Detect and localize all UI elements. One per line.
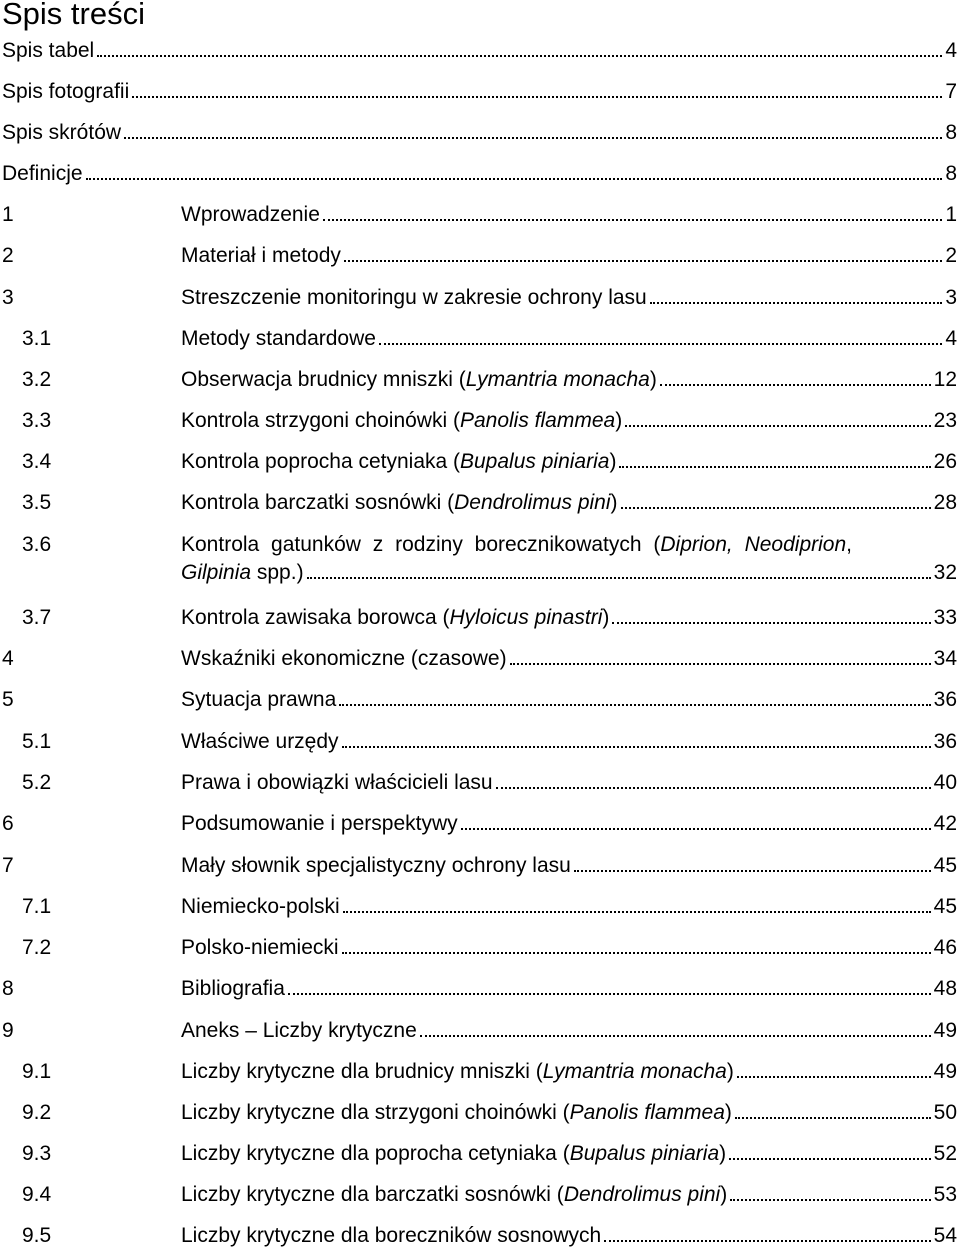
toc-entry-title-italic: Hyloicus pinastri [449,606,603,629]
toc-entry-title [181,730,339,754]
toc-entry[interactable] [2,812,957,836]
toc-entry-number: 1 [2,203,14,226]
toc-entry-title [181,561,304,585]
toc-page-number: 40 [933,771,957,794]
toc-entry[interactable] [2,327,957,351]
toc-entry-line [181,491,957,515]
toc-entry-title-part: spp.) [251,561,304,584]
toc-entry-number: 9 [2,1019,14,1042]
toc-entry-line [181,203,957,227]
toc-entry-line [181,1142,957,1166]
toc-page-number: 45 [933,895,957,918]
toc-entry-line [2,39,957,63]
toc-entry[interactable] [2,854,957,878]
toc-entry-line [181,561,957,585]
toc-entry-title [181,688,336,712]
toc-page-number: 4 [945,39,957,62]
toc-entry-line [181,936,957,960]
toc-dot-leader [729,1157,931,1160]
toc-entry-line [2,121,957,145]
toc-entry-number: 9.1 [22,1060,52,1083]
toc-entry-title-part: Streszczenie monitoringu w zakresie ochrony lasu [181,286,647,309]
toc-page-number: 49 [933,1060,957,1083]
toc-entry-title: Spis fotografii [2,80,130,103]
toc-page-number: 4 [945,327,957,350]
toc-entry-title-part: ) [726,1060,734,1083]
toc-entry-title-part: , [846,533,852,556]
toc-entry-number: 2 [2,244,14,267]
toc-entry-title-part: Polsko-niemiecki [181,936,339,959]
toc-dot-leader [660,383,931,386]
toc-dot-leader [737,1075,931,1078]
toc-entry-title-part: Aneks – Liczby krytyczne [181,1019,417,1042]
toc-dot-leader [342,745,931,748]
toc-entry[interactable] [2,1224,957,1248]
toc-entry-number: 9.2 [22,1101,52,1124]
toc-entry-title-italic: Diprion, Neodiprion [660,533,847,556]
toc-dot-leader [307,576,931,579]
toc-dot-leader [344,259,942,262]
toc-dot-leader [132,95,942,98]
toc-entry-line [2,80,957,104]
toc-entry-number: 9.5 [22,1224,52,1247]
toc-entry-number: 5.2 [22,771,52,794]
toc-page-number: 45 [933,854,957,877]
toc-entry-title-part: ) [649,368,657,391]
toc-entry-line [181,688,957,712]
toc-entry-title [181,1183,727,1207]
toc-entry[interactable] [2,39,957,63]
toc-dot-leader [604,1239,930,1242]
toc-entry-title-part: Kontrola strzygoni choinówki ( [181,409,460,432]
toc-entry-title-part: Mały słownik specjalistyczny ochrony lasu [181,854,571,877]
toc-entry-title-part: ) [615,409,623,432]
toc-entry-line [181,286,957,310]
toc-entry-title-italic: Dendrolimus pini [563,1183,721,1206]
toc-entry-line [181,1019,957,1043]
toc-entry-number: 5 [2,688,14,711]
toc-entry-line [181,327,957,351]
toc-page-number: 3 [945,286,957,309]
toc-entry-title [181,1142,726,1166]
toc-entry-title-italic: Lymantria monacha [542,1060,727,1083]
toc-entry-title [181,1019,417,1043]
toc-entry-line [181,977,957,1001]
toc-entry-number: 7.2 [22,936,52,959]
toc-dot-leader [621,506,931,509]
toc-dot-leader [735,1116,931,1119]
toc-entry[interactable] [2,368,957,392]
toc-entry-title [181,327,376,351]
toc-entry-title-part: Liczby krytyczne dla barczatki sosnówki ( [181,1183,564,1206]
toc-entry-title [181,1060,734,1084]
toc-entry-title-part: Liczby krytyczne dla brudnicy mniszki ( [181,1060,543,1083]
toc-entry-title-part: ) [602,606,610,629]
toc-entry-title-italic: Panolis flammea [569,1101,725,1124]
toc-dot-leader [342,951,931,954]
toc-dot-leader [86,177,943,180]
toc-entry-title-italic: Dendrolimus pini [454,491,611,514]
toc-entry[interactable] [2,286,957,310]
toc-entry-line [181,854,957,878]
toc-entry-title-italic: Lymantria monacha [465,368,650,391]
toc-entry-title [181,1101,732,1125]
toc-entry-title-part: Sytuacja prawna [181,688,337,711]
toc-entry[interactable] [2,688,957,712]
toc-entry-title-part: Obserwacja brudnicy mniszki ( [181,368,466,391]
toc-entry-title [181,771,493,795]
toc-entry-title-part: Kontrola zawisaka borowca ( [181,606,450,629]
toc-entry-title [181,606,609,630]
toc-entry-line [181,771,957,795]
toc-entry[interactable] [2,977,957,1001]
toc-page-number: 54 [933,1224,957,1247]
toc-entry-line [181,409,957,433]
toc-entry-line [181,1101,957,1125]
toc-page-number: 36 [933,688,957,711]
toc-entry-title: Spis tabel [2,39,95,62]
toc-entry-title-part: Wprowadzenie [181,203,320,226]
toc-entry-title-part: Metody standardowe [181,327,376,350]
toc-page-number: 26 [933,450,957,473]
toc-page-number: 42 [933,812,957,835]
toc-page-number: 48 [933,977,957,1000]
toc-entry[interactable] [2,1183,957,1207]
toc-entry[interactable] [2,203,957,227]
page-title: Spis treści [2,0,145,31]
toc-entry-title-part: Prawa i obowiązki właścicieli lasu [181,771,493,794]
toc-entry-title-italic: Panolis flammea [459,409,616,432]
toc-entry-title-italic: Bupalus piniaria [460,450,610,473]
toc-dot-leader [650,301,943,304]
toc-entry-title [181,368,657,392]
toc-entry-number: 3.4 [22,450,52,473]
toc-entry-number: 3.1 [22,327,52,350]
toc-entry-title-part: Podsumowanie i perspektywy [181,812,458,835]
toc-entry-title [181,977,285,1001]
toc-entry-title-part: ) [720,1183,728,1206]
toc-entry-line [181,895,957,919]
toc-entry[interactable] [2,533,957,585]
toc-page-number: 52 [933,1142,957,1165]
toc-entry[interactable] [2,80,957,104]
toc-entry-title-part: ) [610,491,618,514]
toc-entry[interactable] [2,606,957,630]
toc-entry-title-part: Kontrola poprocha cetyniaka ( [181,450,460,473]
toc-entry-title-part: Liczby krytyczne dla boreczników sosnowych [181,1224,602,1247]
toc-entry-title-part: Wskaźniki ekonomiczne (czasowe) [181,647,507,670]
toc-entry-number: 3.5 [22,491,52,514]
toc-page-number: 49 [933,1019,957,1042]
toc-entry[interactable] [2,895,957,919]
toc-page-number: 2 [945,244,957,267]
toc-page-number: 7 [945,80,957,103]
toc-entry-title-part: Właściwe urzędy [181,730,339,753]
toc-dot-leader [496,786,931,789]
toc-dot-leader [625,424,930,427]
toc-dot-leader [574,869,931,872]
toc-page-number: 32 [933,561,957,584]
toc-entry-title [181,244,341,268]
toc-dot-leader [379,342,942,345]
toc-entry[interactable] [2,1101,957,1125]
toc-dot-leader [510,662,931,665]
toc-entry-title [181,854,571,878]
toc-dot-leader [730,1198,930,1201]
toc-dot-leader [461,827,931,830]
toc-entry-title-part: Kontrola barczatki sosnówki ( [181,491,455,514]
toc-page-number: 33 [933,606,957,629]
toc-entry-title: Definicje [2,162,83,185]
toc-entry-title-part: Materiał i metody [181,244,341,267]
toc-entry[interactable] [2,647,957,671]
toc-entry-line [181,812,957,836]
toc-entry-line [181,606,957,630]
toc-entry-line [181,244,957,268]
toc-entry-title-part: Bibliografia [181,977,285,1000]
toc-entry-line [2,162,957,186]
toc-entry-number: 7 [2,854,14,877]
toc-entry[interactable] [2,409,957,433]
toc-entry[interactable] [2,1060,957,1084]
toc-entry-title-part: Liczby krytyczne dla strzygoni choinówki ( [181,1101,570,1124]
toc-entry-title [181,286,647,310]
toc-entry-title-part: ) [719,1142,727,1165]
toc-entry-number: 9.3 [22,1142,52,1165]
toc-entry-line [181,647,957,671]
toc-page-number: 8 [945,162,957,185]
toc-dot-leader [288,992,931,995]
toc-entry[interactable] [2,1019,957,1043]
toc-entry-title-part: ) [609,450,617,473]
toc-entry-line [181,450,957,474]
toc-dot-leader [97,54,942,57]
toc-entry[interactable] [2,450,957,474]
toc-entry-number: 3.2 [22,368,52,391]
toc-page-number: 1 [945,203,957,226]
toc-entry-line [181,1060,957,1084]
toc-entry-number: 5.1 [22,730,52,753]
toc-entry-title: Spis skrótów [2,121,122,144]
toc-entry[interactable] [2,244,957,268]
toc-entry-title-part: Kontrola gatunków z rodziny borecznikowatych ( [181,533,661,556]
toc-dot-leader [343,910,931,913]
toc-entry-line [181,730,957,754]
toc-entry-title [181,1224,601,1248]
toc-entry-title-part: Liczby krytyczne dla poprocha cetyniaka ( [181,1142,570,1165]
toc-entry-number: 8 [2,977,14,1000]
toc-entry-title [181,647,507,671]
toc-entry-number: 4 [2,647,14,670]
toc-entry[interactable] [2,730,957,754]
toc-dot-leader [420,1034,931,1037]
toc-entry-number: 3.6 [22,533,52,556]
toc-entry-title [181,203,320,227]
toc-dot-leader [339,703,930,706]
toc-entry-number: 3.7 [22,606,52,629]
toc-entry-title [181,491,618,515]
toc-dot-leader [612,621,930,624]
toc-entry-title-line1 [181,533,957,557]
toc-dot-leader [124,136,942,139]
toc-page-number: 34 [933,647,957,670]
toc-page-number: 8 [945,121,957,144]
toc-entry-title [181,895,340,919]
toc-entry-title-italic: Bupalus piniaria [569,1142,720,1165]
toc-page-number: 28 [933,491,957,514]
toc-entry-title-part: Niemiecko-polski [181,895,340,918]
toc-entry-number: 3 [2,286,14,309]
toc-entry-title [181,812,458,836]
toc-page-number: 46 [933,936,957,959]
toc-entry-number: 7.1 [22,895,52,918]
toc-page-number: 53 [933,1183,957,1206]
toc-entry[interactable] [2,491,957,515]
toc-entry-number: 6 [2,812,14,835]
toc-page-number: 36 [933,730,957,753]
toc-entry[interactable] [2,1142,957,1166]
toc-entry-title [181,450,616,474]
toc-entry-line [181,368,957,392]
toc-entry-number: 3.3 [22,409,52,432]
toc-entry-line [181,1183,957,1207]
toc-page-number: 50 [933,1101,957,1124]
toc-entry[interactable] [2,771,957,795]
toc-entry-line [181,1224,957,1248]
toc-dot-leader [323,218,942,221]
toc-entry-title-italic: Gilpinia [181,561,252,584]
toc-dot-leader [619,465,930,468]
toc-entry[interactable] [2,162,957,186]
toc-page-number: 23 [933,409,957,432]
toc-entry-title [181,936,339,960]
toc-page-number: 12 [933,368,957,391]
toc-entry-title-part: ) [724,1101,732,1124]
toc-entry-title [181,409,622,433]
toc-entry[interactable] [2,936,957,960]
toc-entry[interactable] [2,121,957,145]
toc-entry-number: 9.4 [22,1183,52,1206]
